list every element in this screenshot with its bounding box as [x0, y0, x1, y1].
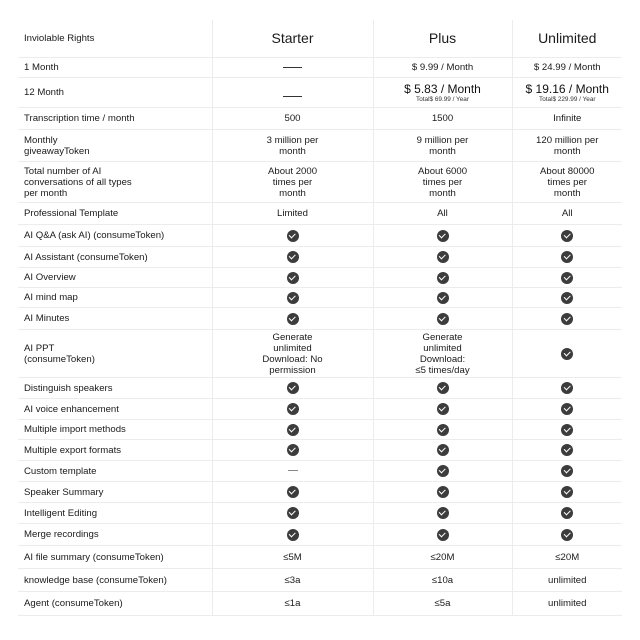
check-circle-icon [437, 292, 449, 304]
row-label-giveaway: Monthly giveawayToken [18, 130, 212, 162]
table-row [18, 378, 622, 399]
table-row [18, 569, 622, 592]
table-row [18, 203, 622, 225]
check-circle-icon [287, 272, 299, 284]
plan-header-unlimited: Unlimited [512, 20, 622, 58]
dash-icon [283, 67, 302, 68]
row-label-import: Multiple import methods [18, 420, 212, 440]
check-circle-icon [437, 313, 449, 325]
check-circle-icon [561, 272, 573, 284]
table-row [18, 162, 622, 203]
starter-file-summary: ≤5M [212, 546, 373, 569]
unlimited-giveaway: 120 million per month [512, 130, 622, 162]
dash-icon [283, 96, 302, 97]
dash-icon [288, 470, 298, 471]
row-label-custom: Custom template [18, 461, 212, 482]
price-plus-12-month: $ 5.83 / Month [404, 81, 481, 96]
table-row [18, 503, 622, 524]
unlimited-agent: unlimited [512, 592, 622, 616]
row-label-conversations: Total number of AI conversations of all types per month [18, 162, 212, 203]
price-unlimited-12-month: $ 19.16 / Month [525, 81, 609, 96]
row-label-merge: Merge recordings [18, 524, 212, 546]
table-row [18, 546, 622, 569]
check-circle-icon [287, 444, 299, 456]
plus-knowledge: ≤10a [373, 569, 512, 592]
starter-giveaway: 3 million per month [212, 130, 373, 162]
table-row [18, 225, 622, 247]
plus-transcription: 1500 [373, 108, 512, 130]
plan-header-plus: Plus [373, 20, 512, 58]
row-label-1-month: 1 Month [18, 58, 212, 78]
table-row [18, 108, 622, 130]
row-label-ppt: AI PPT (consumeToken) [18, 330, 212, 378]
check-circle-icon [561, 529, 573, 541]
row-label-12-month: 12 Month [18, 78, 212, 108]
check-circle-icon [287, 529, 299, 541]
check-circle-icon [437, 251, 449, 263]
plan-comparison-table [18, 20, 622, 616]
row-label-template: Professional Template [18, 203, 212, 225]
check-circle-icon [561, 424, 573, 436]
check-circle-icon [287, 251, 299, 263]
row-label-mindmap: AI mind map [18, 288, 212, 308]
check-circle-icon [437, 486, 449, 498]
check-circle-icon [437, 444, 449, 456]
row-label-agent: Agent (consumeToken) [18, 592, 212, 616]
starter-conversations: About 2000 times per month [212, 162, 373, 203]
unlimited-conversations: About 80000 times per month [512, 162, 622, 203]
check-circle-icon [287, 507, 299, 519]
row-label-overview: AI Overview [18, 268, 212, 288]
plus-ppt: Generate unlimited Download: ≤5 times/day [373, 330, 512, 378]
check-circle-icon [561, 313, 573, 325]
check-circle-icon [561, 403, 573, 415]
check-circle-icon [561, 230, 573, 242]
check-circle-icon [561, 507, 573, 519]
plus-file-summary: ≤20M [373, 546, 512, 569]
check-circle-icon [287, 403, 299, 415]
check-circle-icon [287, 313, 299, 325]
unlimited-file-summary: ≤20M [512, 546, 622, 569]
table-row [18, 288, 622, 308]
table-row [18, 399, 622, 420]
check-circle-icon [437, 403, 449, 415]
plus-agent: ≤5a [373, 592, 512, 616]
row-label-qa: AI Q&A (ask AI) (consumeToken) [18, 225, 212, 247]
check-circle-icon [561, 465, 573, 477]
check-circle-icon [287, 486, 299, 498]
row-label-summary: Speaker Summary [18, 482, 212, 503]
table-row [18, 247, 622, 268]
table-row [18, 440, 622, 461]
table-row [18, 78, 622, 108]
check-circle-icon [287, 230, 299, 242]
table-row [18, 330, 622, 378]
plus-template: All [373, 203, 512, 225]
row-label-file-summary: AI file summary (consumeToken) [18, 546, 212, 569]
check-circle-icon [287, 292, 299, 304]
plus-giveaway: 9 million per month [373, 130, 512, 162]
price-plus-1-month: $ 9.99 / Month [373, 58, 512, 78]
plan-header-starter: Starter [212, 20, 373, 58]
unlimited-transcription: Infinite [512, 108, 622, 130]
row-label-minutes: AI Minutes [18, 308, 212, 330]
check-circle-icon [561, 382, 573, 394]
starter-knowledge: ≤3a [212, 569, 373, 592]
table-row [18, 461, 622, 482]
feature-column-header: Inviolable Rights [18, 20, 212, 58]
table-row [18, 308, 622, 330]
row-label-voice: AI voice enhancement [18, 399, 212, 420]
check-circle-icon [561, 251, 573, 263]
total-unlimited-12-month: Total$ 229.99 / Year [539, 95, 596, 103]
unlimited-knowledge: unlimited [512, 569, 622, 592]
check-circle-icon [561, 486, 573, 498]
row-label-editing: Intelligent Editing [18, 503, 212, 524]
row-label-transcription: Transcription time / month [18, 108, 212, 130]
check-circle-icon [437, 465, 449, 477]
starter-transcription: 500 [212, 108, 373, 130]
check-circle-icon [561, 348, 573, 360]
row-label-speakers: Distinguish speakers [18, 378, 212, 399]
unlimited-template: All [512, 203, 622, 225]
table-row [18, 592, 622, 616]
check-circle-icon [287, 424, 299, 436]
table-row [18, 58, 622, 78]
table-row [18, 268, 622, 288]
check-circle-icon [561, 292, 573, 304]
check-circle-icon [437, 230, 449, 242]
price-unlimited-1-month: $ 24.99 / Month [512, 58, 622, 78]
check-circle-icon [561, 444, 573, 456]
starter-agent: ≤1a [212, 592, 373, 616]
table-row [18, 524, 622, 546]
check-circle-icon [287, 382, 299, 394]
starter-template: Limited [212, 203, 373, 225]
plus-conversations: About 6000 times per month [373, 162, 512, 203]
table-row [18, 482, 622, 503]
check-circle-icon [437, 529, 449, 541]
row-label-export: Multiple export formats [18, 440, 212, 461]
table-row [18, 130, 622, 162]
table-header-row [18, 20, 622, 58]
total-plus-12-month: Total$ 69.99 / Year [416, 95, 469, 103]
check-circle-icon [437, 272, 449, 284]
row-label-assistant: AI Assistant (consumeToken) [18, 247, 212, 268]
table-row [18, 420, 622, 440]
check-circle-icon [437, 424, 449, 436]
starter-ppt: Generate unlimited Download: No permission [212, 330, 373, 378]
check-circle-icon [437, 507, 449, 519]
row-label-knowledge: knowledge base (consumeToken) [18, 569, 212, 592]
check-circle-icon [437, 382, 449, 394]
